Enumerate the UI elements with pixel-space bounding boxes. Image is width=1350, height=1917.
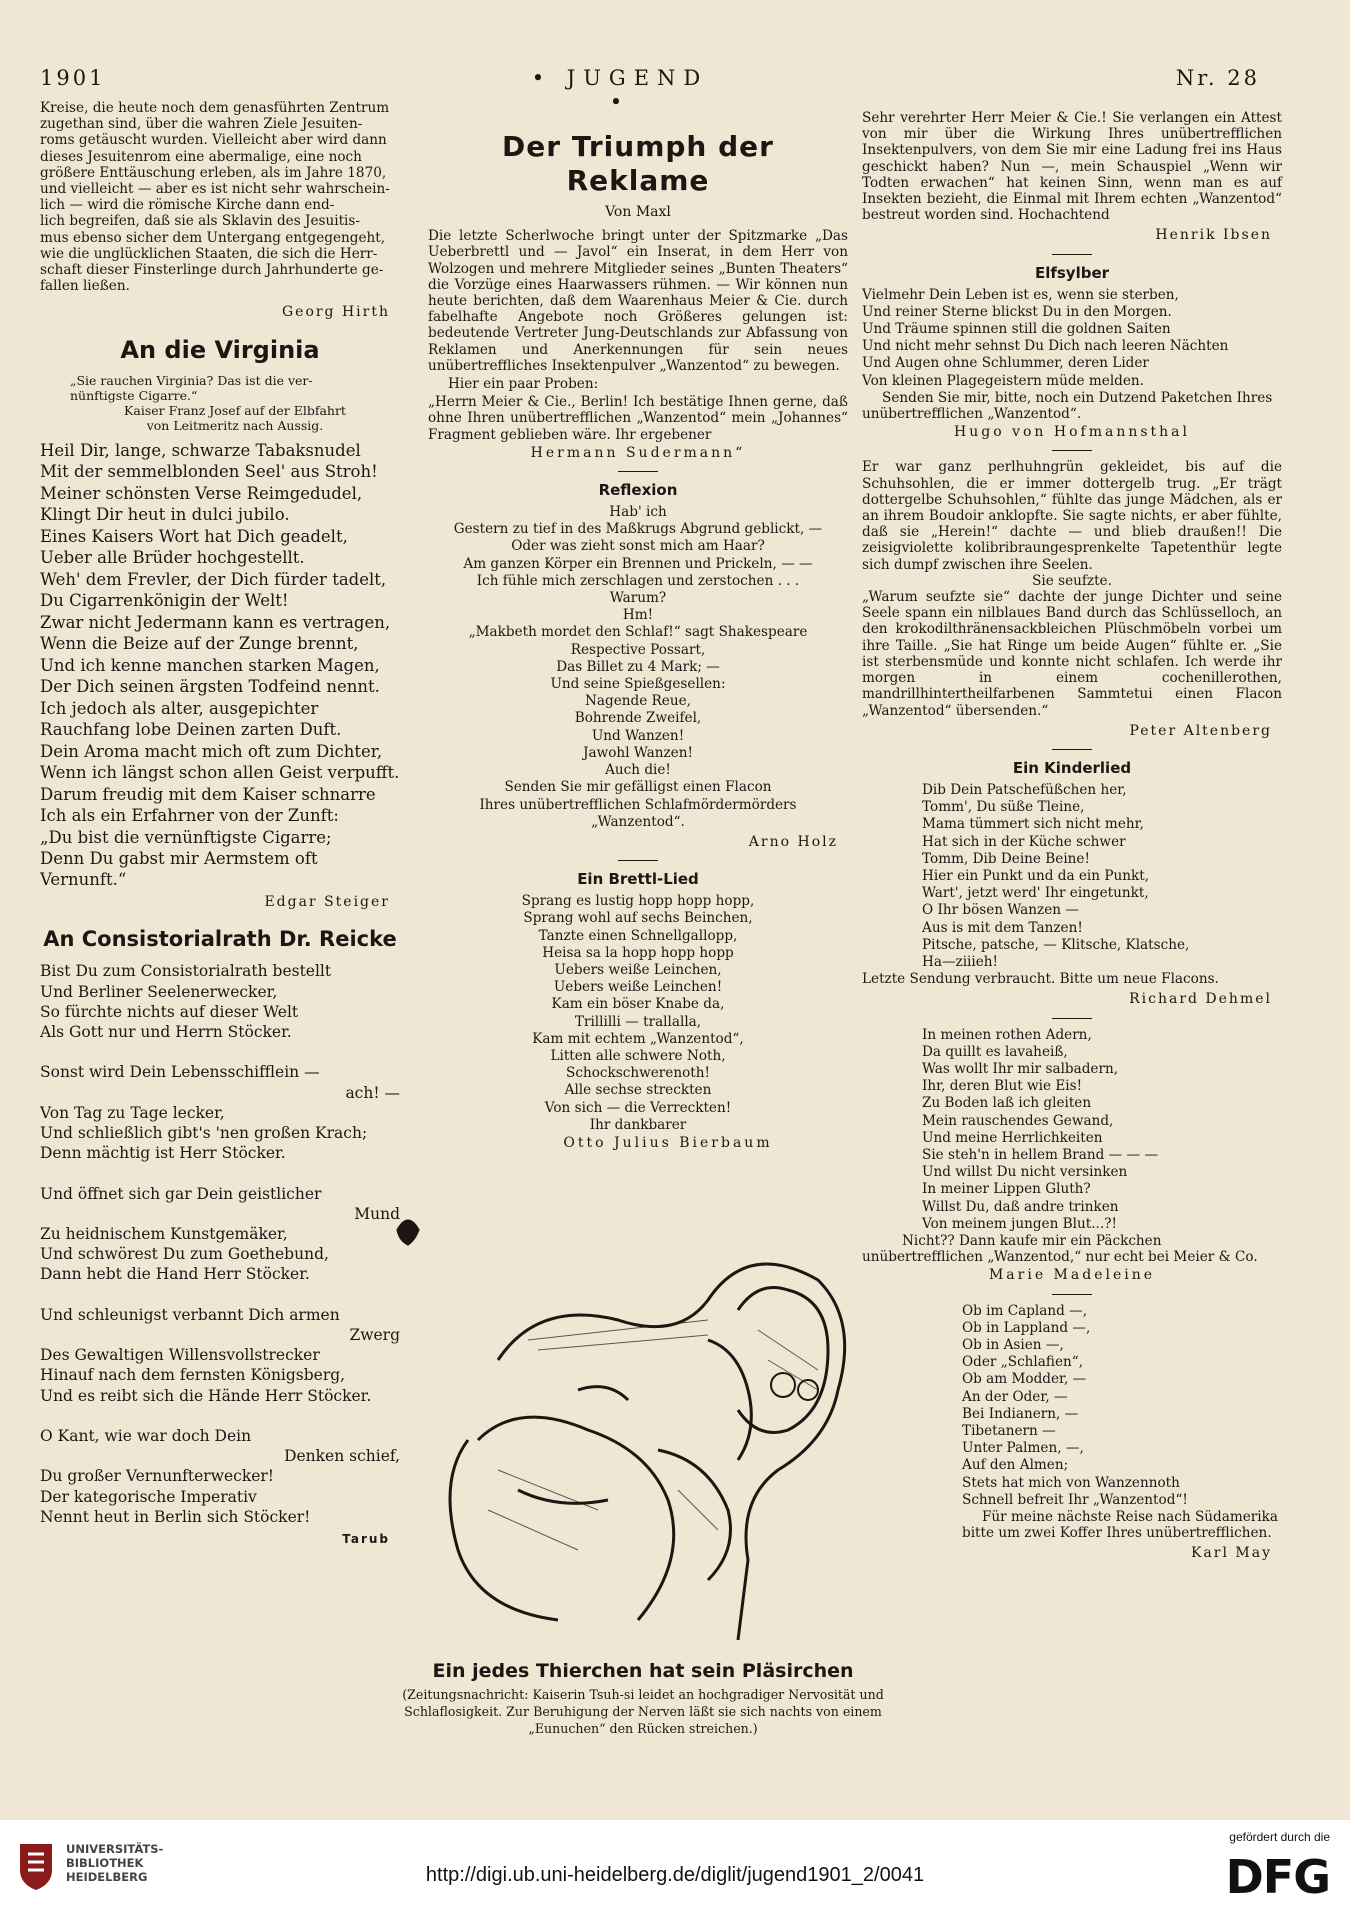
text-line: fallen ließen.: [40, 278, 130, 295]
proben-label: Hier ein paar Proben:: [448, 376, 599, 393]
verse-line: Bohrende Zweifel,: [574, 710, 702, 727]
verse-line: Hm!: [622, 607, 654, 624]
prose-altenberg: Er war ganz perlhuhngrün gekleidet, bis auf die Schuhsohlen, die er immer dottergelb trug. „Er trägt dottergelbe Schuhsohlen,“ fühlte das junge Mädchen, als er an ihrem Boudoir anklopfte. Sie sagte nichts, er aber fühlte, daß sie „Herein!“ dachte — und blieb draußen!! Die zeisigviolette kolibribraungesprenkelte Tapetenthür legte sich dumpf zwischen ihre Seelen.: [862, 459, 1282, 573]
verse-line: Bei Indianern, —: [962, 1405, 1079, 1422]
verse-line: Mit der semmelblonden Seel' aus Stroh!: [40, 462, 378, 482]
motto-line: von Leitmeritz nach Aussig.: [146, 417, 324, 433]
poem-kinderlied: [922, 782, 1282, 970]
verse-line: Nennt heut in Berlin sich Stöcker!: [40, 1507, 311, 1526]
text-line: dieses Jesuitenrom eine abermalige, eine noch: [40, 148, 362, 165]
verse-line: Tomm', Du süße Tleine,: [922, 799, 1085, 816]
divider: [1052, 1294, 1092, 1295]
verse-line: [40, 1407, 400, 1426]
verse-line: O Ihr bösen Wanzen —: [922, 902, 1079, 919]
verse-line: Am ganzen Körper ein Brennen und Prickeln, — —: [463, 555, 813, 572]
divider: [1052, 450, 1092, 451]
verse-line: Was wollt Ihr mir salbadern,: [922, 1060, 1119, 1077]
verse-line: Du großer Vernunfterwecker!: [40, 1467, 275, 1486]
verse-line: Warum?: [609, 590, 667, 607]
verse-line: Mama tümmert sich nicht mehr,: [922, 816, 1144, 833]
text-line: wie die unglücklichen Staaten, die sich die Herr-: [40, 245, 378, 262]
verse-line: Und schwörest Du zum Goethebund,: [40, 1245, 329, 1264]
header-title: • JUGEND •: [531, 66, 709, 114]
text-line: roms getäuscht wurden. Vielleicht aber wird dann: [40, 132, 387, 149]
verse-line: ach! —: [345, 1083, 400, 1102]
text-line: lich begreifen, daß sie als Sklavin des Jesuitis-: [40, 213, 360, 230]
text-line: größere Enttäuschung erleben, als im Jahre 1870,: [40, 164, 387, 181]
verse-line: Und es reibt sich die Hände Herr Stöcker.: [40, 1386, 372, 1405]
verse-line: Dein Aroma macht mich oft zum Dichter,: [40, 741, 383, 761]
verse-line: „Wanzentod“.: [591, 813, 685, 830]
university-line: BIBLIOTHEK: [66, 1856, 144, 1870]
verse-line: Gestern zu tief in des Maßkrugs Abgrund geblickt, —: [453, 521, 823, 538]
source-url-link[interactable]: http://digi.ub.uni-heidelberg.de/diglit/jugend1901_2/0041: [425, 1864, 925, 1886]
verse-line: Heisa sa la hopp hopp hopp: [542, 944, 734, 961]
verse-line: „Makbeth mordet den Schlaf!“ sagt Shakespeare: [468, 624, 808, 641]
verse-line: Und schließlich gibt's 'nen großen Krach;: [40, 1123, 368, 1142]
verse-line: Kam ein böser Knabe da,: [551, 996, 725, 1013]
verse-line: Dib Dein Patschefüßchen her,: [922, 781, 1127, 798]
verse-line: Als Gott nur und Herrn Stöcker.: [40, 1022, 292, 1041]
verse-line: Zu Boden laß ich gleiten: [922, 1095, 1092, 1112]
header-year: 1901: [40, 66, 106, 90]
author-signature: Richard Dehmel: [1129, 991, 1272, 1008]
prose-altenberg-2: „Warum seufzte sie“ dachte der junge Dichter und seine Seele spann ein nilblaues Band durch das Schlüsselloch, an den krokodilthränensackbleichen Plüschmöbeln vorbei um ihre Taille. „Sie hat Ringe um beide Augen“ fühlte er. „Sie ist sterbensmüde und konnte nicht schlafen. Ich werde ihr morgen in einem cochenillerothen, mandrillhintertheilfarbenen Sammtetui einen Flacon „Wanzentod“ übersenden.“: [862, 589, 1282, 719]
verse-line: „Du bist die vernünftigste Cigarre;: [40, 827, 332, 847]
text-line: lich — wird die römische Kirche dann end-: [40, 197, 335, 214]
verse-line: Sprang wohl auf sechs Beinchen,: [523, 910, 753, 927]
verse-line: [40, 1164, 400, 1183]
verse-line: Auch die!: [605, 762, 671, 779]
verse-line: Du Cigarrenkönigin der Welt!: [40, 591, 289, 611]
verse-line: Von kleinen Plagegeistern müde melden.: [862, 372, 1144, 389]
verse-line: Wenn die Beize auf der Zunge brennt,: [40, 634, 359, 654]
column-right: [862, 110, 1282, 1572]
author-signature: Karl May: [1190, 1545, 1272, 1562]
verse-line: Wenn ich längst schon allen Geist verpufft.: [40, 763, 400, 783]
verse-line: Hab' ich: [609, 504, 667, 521]
poem-reflexion: [428, 504, 848, 830]
verse-line: Pitsche, patsche, — Klitsche, Klatsche,: [922, 936, 1190, 953]
verse-line: Oder „Schlafien“,: [962, 1354, 1084, 1371]
author-signature: Tarub: [342, 1532, 390, 1547]
article-intro: Die letzte Scherlwoche bringt unter der Spitzmarke „Das Ueberbrettl und — Javol“ ein Inserat, in dem Herr von Wolzogen und mehrere Mitglieder seines „Bunten Theaters“ die Vorzüge eines Haarwassers rühmen. — Wir können nun heute berichten, daß dem Waarenhaus Meier & Cie. durch fabelhafte Angebote noch Größeres gelungen ist: bedeutende Vertreter Jung-Deutschlands zur Abfassung von Reklamen und Anerkennungen für sein neues unübertreffliches Insektenpulver „Wanzentod“ zu bewegen.: [428, 228, 848, 374]
author-signature: Otto Julius Bierbaum: [563, 1134, 773, 1151]
verse-line: Zu heidnischem Kunstgemäker,: [40, 1224, 288, 1243]
verse-line: Darum freudig mit dem Kaiser schnarre: [40, 784, 376, 804]
author-signature: Arno Holz: [748, 833, 838, 850]
article-byline: Von Maxl: [605, 204, 671, 220]
verse-line: Und öffnet sich gar Dein geistlicher: [40, 1184, 322, 1203]
verse-line: Schnell befreit Ihr „Wanzentod“!: [962, 1491, 1188, 1508]
verse-line: Ihres unübertrefflichen Schlafmördermörders: [479, 796, 797, 813]
verse-line: Der kategorische Imperativ: [40, 1487, 257, 1506]
verse-line: Ob in Asien —,: [962, 1337, 1064, 1353]
verse-line: Und Augen ohne Schlummer, deren Lider: [862, 355, 1149, 372]
poem-title-kinderlied: Ein Kinderlied: [1012, 758, 1132, 777]
verse-line: Zwar nicht Jedermann kann es vertragen,: [40, 612, 391, 632]
verse-line: Senden Sie mir gefälligst einen Flacon: [504, 779, 772, 796]
verse-line: Sprang es lustig hopp hopp hopp,: [521, 893, 755, 910]
verse-line: Von meinem jungen Blut...?!: [922, 1215, 1117, 1232]
verse-line: Sie steh'n in hellem Brand — — —: [922, 1146, 1159, 1163]
verse-line: Und schleunigst verbannt Dich armen: [40, 1305, 340, 1324]
verse-line: Tanzte einen Schnellgallopp,: [538, 927, 738, 944]
letter-ibsen: Sehr verehrter Herr Meier & Cie.! Sie verlangen ein Attest von mir über die Wirkung Ihres unübertrefflichen Insektenpulvers, von dem Sie mir eine Ladung frei ins Haus geschickt haben? Nun —, mein Schauspiel „Wenn wir Todten erwachen“ hat keinen Sinn, wenn man es auf Insekten bezieht, die Einmal mit Ihrem echten „Wanzentod“ bestreut worden sind. Hochachtend: [862, 110, 1282, 224]
caricature-illustration: [378, 1190, 908, 1650]
verse-line: Unter Palmen, —,: [962, 1440, 1084, 1457]
verse-line: Ob in Lappland —,: [962, 1319, 1091, 1336]
post-text: Senden Sie mir, bitte, noch ein Dutzend Paketchen Ihres unübertrefflichen „Wanzentod“.: [862, 389, 1273, 423]
poem-may: [962, 1303, 1282, 1508]
verse-line: Mund: [354, 1204, 400, 1223]
author-signature: Peter Altenberg: [1129, 722, 1272, 739]
verse-line: Oder was zieht sonst mich am Haar?: [511, 538, 765, 555]
verse-line: Und seine Spießgesellen:: [550, 676, 726, 693]
author-signature: Henrik Ibsen: [1155, 227, 1272, 244]
verse-line: Trillilli — trallalla,: [574, 1013, 702, 1030]
verse-line: Meiner schönsten Verse Reimgedudel,: [40, 483, 363, 503]
post-text: Letzte Sendung verbraucht. Bitte um neue Flacons.: [862, 971, 1219, 988]
verse-line: Ich jedoch als alter, ausgepichter: [40, 698, 319, 718]
post-text: Für meine nächste Reise nach Südamerika bitte um zwei Koffer Ihres unübertrefflichen.: [962, 1509, 1278, 1542]
verse-line: Alle sechse streckten: [564, 1082, 712, 1099]
author-signature: Edgar Steiger: [264, 894, 390, 911]
verse-line: Ob im Capland —,: [962, 1302, 1088, 1319]
poem-title-elfsylber: Elfsylber: [1034, 263, 1110, 282]
divider: [1052, 749, 1092, 750]
verse-line: Und willst Du nicht versinken: [922, 1164, 1128, 1181]
verse-line: Und Berliner Seelenerwecker,: [40, 982, 278, 1001]
verse-line: Ihr, deren Blut wie Eis!: [922, 1078, 1083, 1095]
author-signature: Hugo von Hofmannsthal: [954, 424, 1190, 441]
verse-line: Litten alle schwere Noth,: [550, 1047, 726, 1064]
verse-line: Kam mit echtem „Wanzentod“,: [532, 1030, 744, 1047]
verse-line: Denken schief,: [284, 1447, 400, 1466]
poem-motto: [70, 373, 400, 433]
verse-line: Des Gewaltigen Willensvollstrecker: [40, 1346, 320, 1365]
verse-line: Und nicht mehr sehnst Du Dich nach leeren Nächten: [862, 338, 1229, 355]
verse-line: Und reiner Sterne blickst Du in den Morgen.: [862, 303, 1172, 320]
verse-line: Ich fühle mich zerschlagen und zerstochen . . .: [476, 572, 800, 589]
verse-line: Hat sich in der Küche schwer: [922, 833, 1126, 850]
caption-title: Ein jedes Thierchen hat sein Pläsirchen: [432, 1660, 854, 1682]
intro-text: [40, 100, 400, 294]
verse-line: Das Billet zu 4 Mark; —: [556, 658, 720, 675]
verse-line: [40, 1286, 400, 1305]
author-signature: Hermann Sudermann“: [530, 444, 746, 461]
verse-line: Ueber alle Brüder hochgestellt.: [40, 548, 305, 568]
verse-line: Stets hat mich von Wanzennoth: [962, 1474, 1180, 1491]
letter-sudermann: „Herrn Meier & Cie., Berlin! Ich bestätige Ihnen gerne, daß ohne Ihren unübertrefflichen „Wanzentod“ mein „Johannes“ Fragment geblieben wäre. Ihr ergebener: [428, 394, 848, 443]
verse-line: Respective Possart,: [570, 641, 706, 658]
verse-line: Sonst wird Dein Lebensschifflein —: [40, 1063, 320, 1082]
verse-line: Ich als ein Erfahrner von der Zunft:: [40, 806, 339, 826]
text-line: mus ebenso sicher dem Untergang entgegengeht,: [40, 229, 386, 246]
column-left: [40, 100, 400, 1557]
article-title: Der Triumph der Reklame: [502, 130, 774, 197]
divider: [1052, 1018, 1092, 1019]
caption-text: (Zeitungsnachricht: Kaiserin Tsuh-si leidet an hochgradiger Nervosität und Schlaflosigkeit. Zur Beruhigung der Nerven läßt sie sich nachts von einem „Eunuchen“ den Rücken streichen.): [402, 1687, 884, 1736]
verse-line: Und meine Herrlichkeiten: [922, 1129, 1103, 1146]
illustration-caption: [378, 1660, 908, 1737]
verse-line: Heil Dir, lange, schwarze Tabaksnudel: [40, 440, 361, 460]
poem-title-reicke: An Consistorialrath Dr. Reicke: [43, 927, 397, 952]
header-issue: Nr. 28: [1175, 66, 1260, 90]
verse-line: Auf den Almen;: [962, 1457, 1069, 1474]
post-text: Nicht?? Dann kaufe mir ein Päckchen unübertrefflichen „Wanzentod,“ nur echt bei Meier & Co.: [862, 1232, 1258, 1266]
poem-virginia: [40, 441, 400, 891]
verse-line: Zwerg: [349, 1326, 400, 1344]
divider: [618, 860, 658, 861]
verse-line: Bist Du zum Consistorialrath bestellt: [40, 962, 332, 981]
verse-line: In meinen rothen Adern,: [922, 1026, 1092, 1043]
motto-line: „Sie rauchen Virginia? Das ist die ver-: [70, 372, 313, 388]
prose-altenberg-sigh: Sie seufzte.: [1032, 572, 1112, 589]
verse-line: Ha—ziiieh!: [922, 953, 999, 970]
verse-line: Willst Du, daß andre trinken: [922, 1198, 1119, 1215]
verse-line: Von Tag zu Tage lecker,: [40, 1103, 225, 1122]
footer-bar: [0, 1820, 1350, 1917]
verse-line: Jawohl Wanzen!: [583, 744, 693, 761]
verse-line: Ihr dankbarer: [589, 1116, 687, 1133]
dfg-logo: DFG: [1225, 1850, 1330, 1904]
author-signature: Marie Madeleine: [988, 1267, 1156, 1284]
column-middle: [428, 120, 848, 1161]
poem-title-virginia: An die Virginia: [120, 335, 320, 364]
verse-line: Weh' dem Frevler, der Dich fürder tadelt,: [40, 569, 387, 589]
verse-line: Und Wanzen!: [591, 727, 685, 744]
verse-line: Ob am Modder, —: [962, 1371, 1087, 1388]
text-line: zugethan sind, über die wahren Ziele Jesuiten-: [40, 116, 363, 133]
verse-line: Aus is mit dem Tanzen!: [922, 919, 1083, 936]
verse-line: In meiner Lippen Gluth?: [922, 1181, 1091, 1198]
verse-line: Tomm, Dib Deine Beine!: [922, 850, 1090, 867]
divider: [618, 471, 658, 472]
verse-line: Und ich kenne manchen starken Magen,: [40, 655, 380, 675]
verse-line: Schockschwerenoth!: [566, 1065, 710, 1082]
poem-madeleine: [922, 1027, 1282, 1232]
verse-line: Tibetanern —: [962, 1423, 1056, 1440]
motto-line: nünftigste Cigarre.“: [70, 387, 198, 403]
verse-line: Eines Kaisers Wort hat Dich geadelt,: [40, 526, 348, 546]
author-signature: Georg Hirth: [281, 304, 390, 321]
text-line: und vielleicht — aber es ist nicht sehr wahrschein-: [40, 181, 390, 198]
poem-reicke: [40, 962, 400, 1527]
verse-line: Denn mächtig ist Herr Stöcker.: [40, 1144, 286, 1163]
university-line: UNIVERSITÄTS-: [66, 1842, 164, 1856]
verse-line: So fürchte nichts auf dieser Welt: [40, 1002, 299, 1021]
verse-line: Wart', jetzt werd' Ihr eingetunkt,: [922, 885, 1149, 902]
verse-line: Nagende Reue,: [585, 693, 691, 710]
verse-line: Denn Du gabst mir Aermstem oft Vernunft.“: [40, 849, 318, 889]
poem-title-brettl: Ein Brettl-Lied: [577, 870, 699, 889]
poem-elfsylber: [862, 287, 1282, 389]
divider: [1052, 254, 1092, 255]
text-line: schaft dieser Finsterlinge durch Jahrhunderte ge-: [40, 262, 384, 279]
motto-line: Kaiser Franz Josef auf der Elbfahrt: [124, 402, 346, 418]
verse-line: [40, 1043, 400, 1062]
verse-line: Der Dich seinen ärgsten Todfeind nennt.: [40, 677, 380, 697]
university-line: HEIDELBERG: [66, 1870, 148, 1884]
verse-line: Uebers weiße Leinchen!: [553, 979, 723, 996]
verse-line: O Kant, wie war doch Dein: [40, 1427, 252, 1446]
verse-line: Dann hebt die Hand Herr Stöcker.: [40, 1265, 310, 1284]
verse-line: An der Oder, —: [962, 1388, 1068, 1405]
poem-title-reflexion: Reflexion: [598, 481, 678, 500]
verse-line: Und Träume spinnen still die goldnen Saiten: [862, 321, 1171, 338]
text-line: Kreise, die heute noch dem genasführten Zentrum: [40, 100, 390, 116]
verse-line: Da quillt es lavaheiß,: [922, 1043, 1068, 1060]
verse-line: Klingt Dir heut in dulci jubilo.: [40, 505, 290, 525]
poem-brettl: [428, 893, 848, 1133]
verse-line: Hier ein Punkt und da ein Punkt,: [922, 867, 1150, 884]
verse-line: Hinauf nach dem fernsten Königsberg,: [40, 1366, 346, 1385]
verse-line: Vielmehr Dein Leben ist es, wenn sie sterben,: [862, 286, 1179, 303]
funding-note: gefördert durch die: [1229, 1830, 1330, 1844]
verse-line: Mein rauschendes Gewand,: [922, 1112, 1114, 1129]
verse-line: Uebers weiße Leinchen,: [554, 961, 722, 978]
verse-line: Von sich — die Verreckten!: [544, 1099, 732, 1116]
verse-line: Rauchfang lobe Deinen zarten Duft.: [40, 720, 342, 740]
